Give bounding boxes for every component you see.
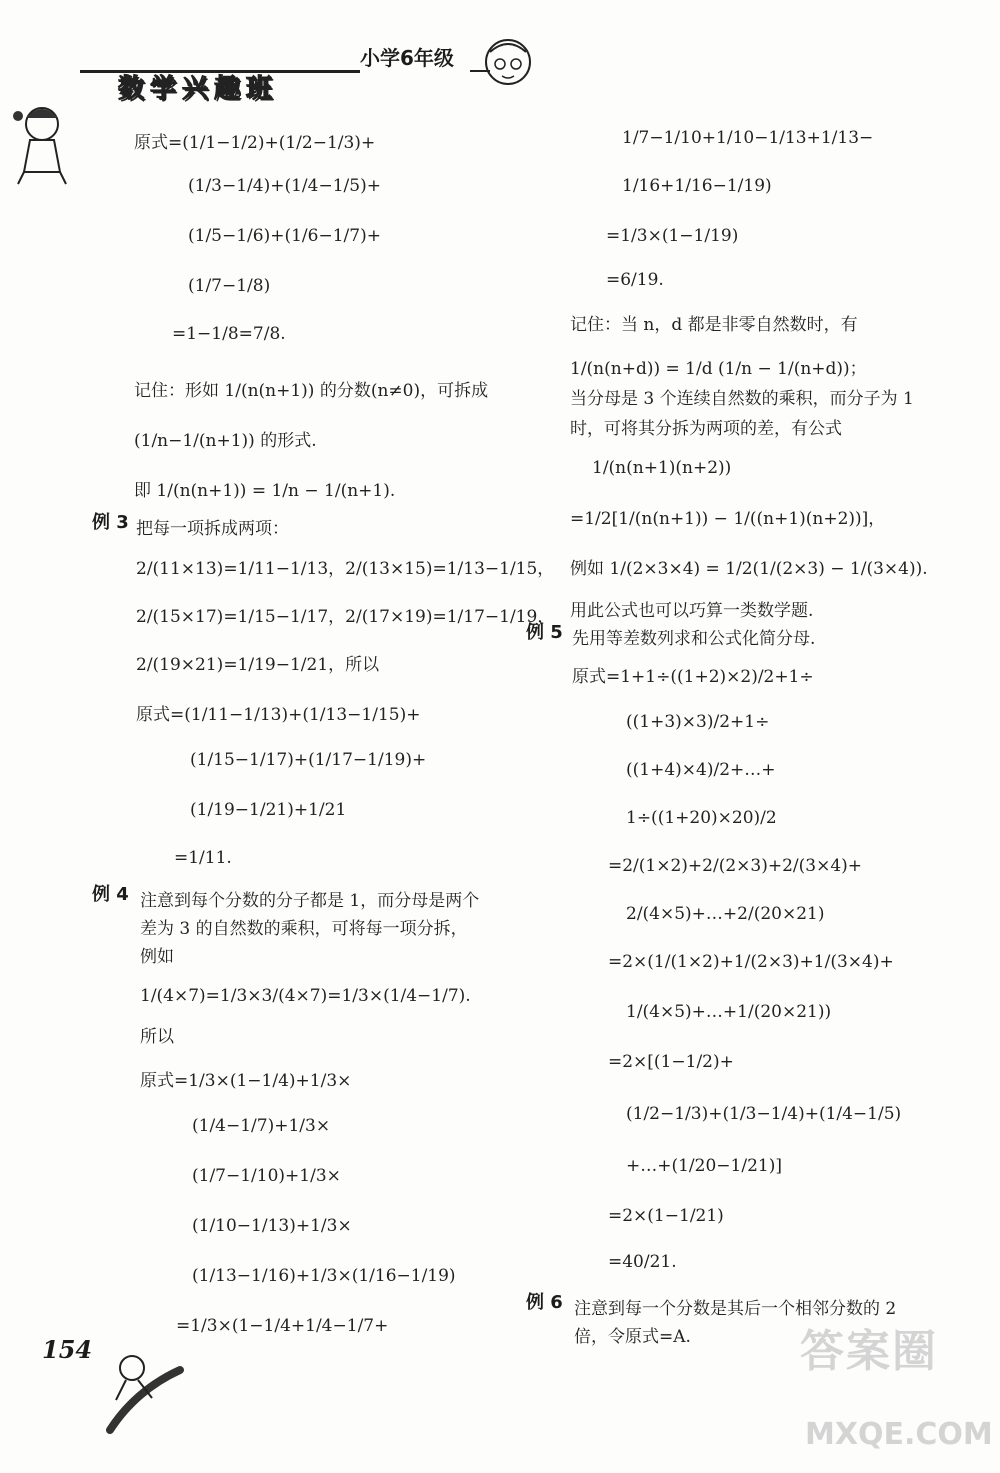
ex2-formula-3: (1/5−1/6)+(1/6−1/7)+: [188, 226, 381, 246]
ex3-line-2: 2/(15×17)=1/15−1/17，2/(17×19)=1/17−1/19，: [136, 607, 555, 627]
grade-label: 小学6年级: [360, 46, 454, 70]
ex5-line-12: =2×(1−1/21): [608, 1206, 724, 1226]
note-8: 用此公式也可以巧算一类数学题.: [570, 601, 814, 621]
watermark-url: MXQE.COM: [805, 1417, 993, 1452]
ex3-line-4: 原式=(1/11−1/13)+(1/13−1/15)+: [136, 705, 421, 725]
ex3-line-1: 2/(11×13)=1/11−1/13，2/(13×15)=1/13−1/15，: [136, 559, 555, 579]
note-1: 记住：当 n，d 都是非零自然数时，有: [570, 315, 858, 335]
ex5-label: 例 5: [526, 622, 563, 643]
note-2: 1/(n(n+d)) = 1/d (1/n − 1/(n+d))；: [570, 359, 867, 379]
note-5: 1/(n(n+1)(n+2)): [592, 458, 732, 478]
ex5-line-3: ((1+4)×4)/2+…+: [626, 760, 776, 780]
ex5-line-1: 原式=1+1÷((1+2)×2)/2+1÷: [572, 667, 814, 687]
note-6: =1/2[1/(n(n+1)) − 1/((n+1)(n+2))]，: [570, 509, 886, 529]
ex4-line-3: (1/4−1/7)+1/3×: [192, 1116, 331, 1136]
ex4-text-3: 例如: [140, 947, 174, 967]
ex2-formula-4: (1/7−1/8): [188, 276, 271, 296]
ex6-label: 例 6: [526, 1292, 563, 1313]
ex3-line-3: 2/(19×21)=1/19−1/21，所以: [136, 655, 380, 675]
ex5-text: 先用等差数列求和公式化简分母.: [572, 629, 816, 649]
ex3-text: 把每一项拆成两项：: [136, 519, 289, 539]
ex5-line-5: =2/(1×2)+2/(2×3)+2/(3×4)+: [608, 856, 863, 876]
cartoon-girl-icon: [4, 92, 78, 192]
ex2-formula-5: =1−1/8=7/8.: [172, 324, 286, 344]
ex4-line-6: (1/13−1/16)+1/3×(1/16−1/19): [192, 1266, 456, 1286]
ex5-line-2: ((1+3)×3)/2+1÷: [626, 712, 770, 732]
ex5-line-6: 2/(4×5)+…+2/(20×21): [626, 904, 825, 924]
cartoon-face-icon: [478, 34, 538, 96]
ex4-cont-3: =1/3×(1−1/19): [606, 226, 739, 246]
ex4-line-5: (1/10−1/13)+1/3×: [192, 1216, 352, 1236]
ex5-line-8: 1/(4×5)+…+1/(20×21)): [626, 1002, 832, 1022]
ex4-cont-4: =6/19.: [606, 270, 664, 290]
ex4-text-4: 所以: [140, 1027, 174, 1047]
note-3: 当分母是 3 个连续自然数的乘积，而分子为 1: [570, 389, 914, 409]
ex4-line-2: 原式=1/3×(1−1/4)+1/3×: [140, 1071, 352, 1091]
page-number: 154: [42, 1335, 93, 1364]
ex2-formula-2: (1/3−1/4)+(1/4−1/5)+: [188, 176, 381, 196]
ex3-line-6: (1/19−1/21)+1/21: [190, 800, 347, 820]
ex3-line-5: (1/15−1/17)+(1/17−1/19)+: [190, 750, 427, 770]
ex4-cont-1: 1/7−1/10+1/10−1/13+1/13−: [622, 128, 874, 148]
ex5-line-4: 1÷((1+20)×20)/2: [626, 808, 777, 828]
ex2-note-3: 即 1/(n(n+1)) = 1/n − 1/(n+1).: [134, 481, 396, 501]
ex4-line-7: =1/3×(1−1/4+1/4−1/7+: [176, 1316, 389, 1336]
watermark-logo: 答案圈: [800, 1326, 938, 1377]
ex2-note-2: (1/n−1/(n+1)) 的形式.: [134, 431, 317, 451]
note-7: 例如 1/(2×3×4) = 1/2(1/(2×3) − 1/(3×4)).: [570, 559, 928, 579]
ex5-line-10: (1/2−1/3)+(1/3−1/4)+(1/4−1/5): [626, 1104, 902, 1124]
ex5-line-11: +…+(1/20−1/21)]: [626, 1156, 782, 1176]
ex2-formula-1: 原式=(1/1−1/2)+(1/2−1/3)+: [134, 133, 376, 153]
ex4-text-2: 差为 3 的自然数的乘积，可将每一项分拆，: [140, 919, 468, 939]
ex3-label: 例 3: [92, 512, 129, 533]
ex6-text-2: 倍，令原式=A.: [574, 1327, 691, 1347]
note-4: 时，可将其分拆为两项的差，有公式: [570, 419, 842, 439]
cartoon-footer-icon: [96, 1350, 196, 1450]
ex2-note-1: 记住：形如 1/(n(n+1)) 的分数(n≠0)，可拆成: [134, 381, 489, 401]
header-rule: [80, 70, 360, 73]
book-title: 数学兴趣班: [118, 74, 279, 104]
ex5-line-13: =40/21.: [608, 1252, 677, 1272]
ex5-line-7: =2×(1/(1×2)+1/(2×3)+1/(3×4)+: [608, 952, 894, 972]
ex4-line-1: 1/(4×7)=1/3×3/(4×7)=1/3×(1/4−1/7).: [140, 986, 471, 1006]
ex4-text-1: 注意到每个分数的分子都是 1，而分母是两个: [140, 891, 480, 911]
ex3-line-7: =1/11.: [174, 848, 232, 868]
ex4-cont-2: 1/16+1/16−1/19): [622, 176, 772, 196]
ex6-text-1: 注意到每一个分数是其后一个相邻分数的 2: [574, 1299, 897, 1319]
ex4-line-4: (1/7−1/10)+1/3×: [192, 1166, 341, 1186]
ex5-line-9: =2×[(1−1/2)+: [608, 1052, 734, 1072]
ex4-label: 例 4: [92, 884, 129, 905]
